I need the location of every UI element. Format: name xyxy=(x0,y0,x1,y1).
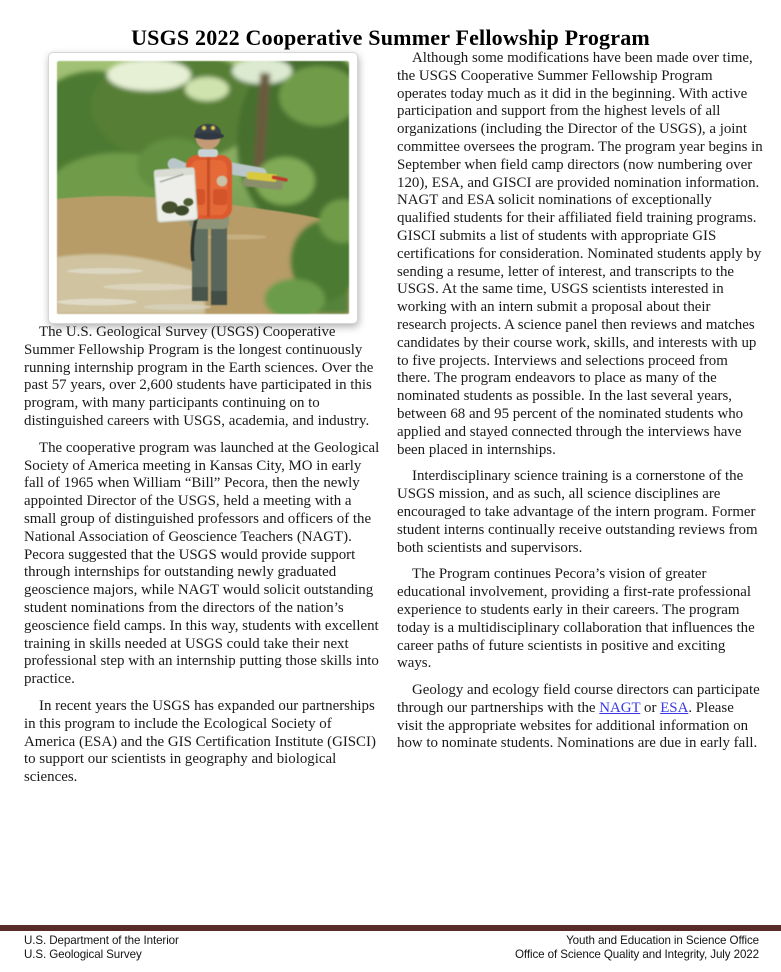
footer-agency-line2: U.S. Geological Survey xyxy=(24,947,142,961)
paragraph-text: or xyxy=(640,699,661,716)
sunglasses-on-cap xyxy=(201,126,205,130)
paragraph: The U.S. Geological Survey (USGS) Cooperative Summer Fellowship Program is the longest continuously running internship program in the Earth sciences. Over the past 57 years, over 2,600 students have participated in this program, with many participants continuing on to distinguished careers with USGS, academia, and industry. xyxy=(24,324,374,429)
left-column xyxy=(24,52,381,796)
vest-zip xyxy=(207,157,210,217)
boots xyxy=(192,287,208,301)
paragraph: Interdisciplinary science training is a cornerstone of the USGS mission, and as such, all science disciplines are encouraged to take advantage of the intern program. Former student interns continually receive outstanding reviews from both scientists and supervisors. xyxy=(397,468,758,556)
paragraph: The Program continues Pecora’s vision of greater educational involvement, providing a first-rate professional experience to students early in their careers. The program today is a multidisciplinary collaboration that influences the career paths of future scientists in positive and exciting ways. xyxy=(397,566,755,672)
footer-agency-line1: U.S. Department of the Interior xyxy=(24,934,179,947)
page-title: USGS 2022 Cooperative Summer Fellowship Program xyxy=(131,24,650,50)
footer-office-line2: Office of Science Quality and Integrity, July 2022 xyxy=(515,947,759,961)
paragraph: The cooperative program was launched at the Geological Society of America meeting in Kansas City, MO in early fall of 1965 when William “Bill” Pecora, then the newly appointed Director of the USGS, held a meeting with a small group of distinguished professors and officers of the National Association of Geoscience Teachers (NAGT). Pecora suggested that the USGS would provide support through internships for outstanding newly graduated geoscience majors, while NAGT would solicit outstanding student nominations from the directors of the nation’s geoscience field camps. In this way, students with excellent training in skills needed at USGS could take their next professional step with an internship putting those skills into practice. xyxy=(24,439,380,688)
vest-pocket-right xyxy=(213,189,227,205)
sample-bag xyxy=(154,168,198,223)
photo-frame xyxy=(48,52,358,324)
paragraph-text: Geology and ecology field course directors can participate through our partnerships with the xyxy=(397,682,760,716)
footer-rule xyxy=(0,925,781,931)
paragraph: In recent years the USGS has expanded our partnerships in this program to include the Ecological Society of America (ESA) and the GIS Certification Institute (GISCI) to support our scientists in geography and biological sciences. xyxy=(24,697,376,786)
cap-brim xyxy=(194,132,224,139)
esa-link[interactable]: ESA xyxy=(660,699,689,716)
vest-patch xyxy=(216,176,227,187)
paragraph-text: . Please visit the appropriate websites for additional information on how to nominate students. Nominations are due in early fall. xyxy=(397,699,758,752)
paragraph-with-links xyxy=(397,682,763,753)
right-leg xyxy=(211,217,227,301)
paragraph: Although some modifications have been made over time, the USGS Cooperative Summer Fellowship Program operates today much as it did in the beginning. With active participation and support from the highest levels of all organizations (including the Director of the USGS), a joint committee oversees the program. The program year begins in September when field camp directors (now numbering over 120), ESA, and GISCI are provided nomination information. NAGT and ESA solicit nominations of exceptionally qualified students for their affiliated field training programs. GISCI submits a list of students with appropriate GIS certifications for consideration. Nominated students apply by sending a resume, letter of interest, and transcripts to the USGS. At the same time, USGS scientists interested in working with an intern submit a proposal about their research projects. A science panel then reviews and matches candidates by their course work, skills, and interests with up to five projects. Interviews and selections proceed from there. The program endeavors to place as many of the nominated students as possible. In the last several years, between 68 and 95 percent of the nominated students who applied and stayed connected through the interviews have been placed in internships. xyxy=(397,50,763,458)
footer-office xyxy=(515,934,759,962)
collar xyxy=(198,149,218,157)
footer xyxy=(24,934,759,962)
field-intern-photo xyxy=(57,61,349,314)
footer-office-line1: Youth and Education in Science Office xyxy=(566,934,759,947)
nagt-link[interactable]: NAGT xyxy=(599,699,641,716)
footer-agency xyxy=(24,934,179,962)
right-column xyxy=(397,50,763,762)
